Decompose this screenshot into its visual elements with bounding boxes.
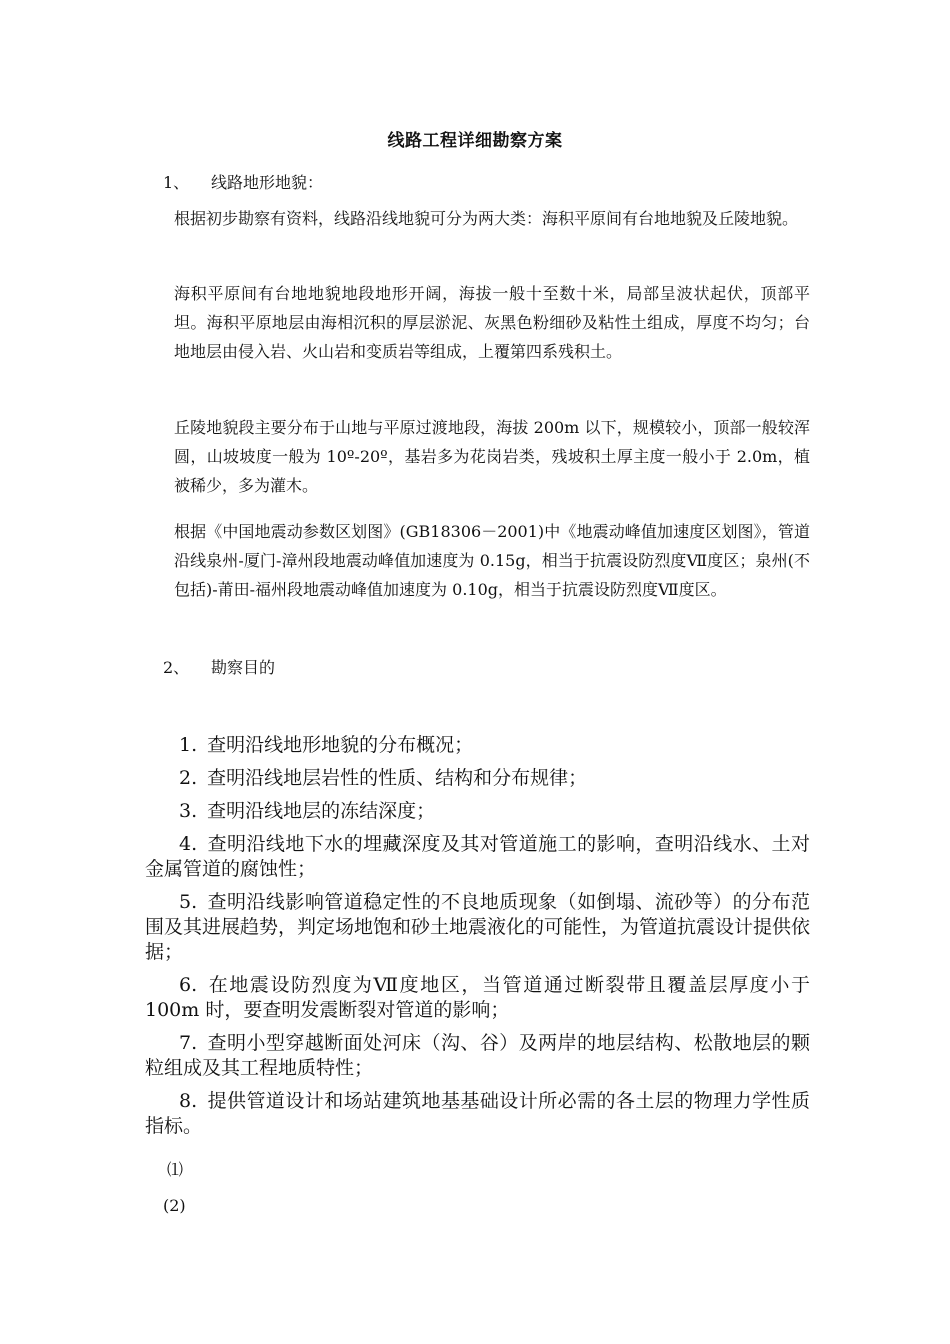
paragraph-landform-types: 根据初步勘察有资料，线路沿线地貌可分为两大类：海积平原间有台地地貌及丘陵地貌。	[174, 209, 799, 228]
list-item: 3. 查明沿线地层的冻结深度；	[179, 800, 436, 822]
document-title: 线路工程详细勘察方案	[387, 131, 563, 151]
sub-number-2: (2)	[163, 1196, 186, 1215]
list-item: 7. 查明小型穿越断面处河床（沟、谷）及两岸的地层结构、松散地层的颗粒组成及其工程地质特性；	[145, 1032, 810, 1079]
section-2-number: 2、	[163, 658, 190, 677]
section-1-heading	[163, 170, 323, 193]
survey-objectives-list	[145, 733, 810, 1147]
paragraph-marine-plain: 海积平原间有台地地貌地段地形开阔，海拔一般十至数十米，局部呈波状起伏，顶部平坦。海积平原地层由海相沉积的厚层淤泥、灰黑色粉细砂及粘性土组成，厚度不均匀；台地地层由侵入岩、火山岩和变质岩等组成，上覆第四系残积土。	[174, 284, 810, 361]
list-item: 6. 在地震设防烈度为Ⅶ度地区，当管道通过断裂带且覆盖层厚度小于 100m 时，要查明发震断裂对管道的影响；	[145, 974, 810, 1021]
paragraph-seismic-zoning: 根据《中国地震动参数区划图》(GB18306－2001)中《地震动峰值加速度区划图》，管道沿线泉州-厦门-漳州段地震动峰值加速度为 0.15g，相当于抗震设防烈度Ⅶ度区；泉州(不包括)-莆田-福州段地震动峰值加速度为 0.10g，相当于抗震设防烈度Ⅶ度区。	[174, 522, 810, 599]
list-item: 4. 查明沿线地下水的埋藏深度及其对管道施工的影响，查明沿线水、土对金属管道的腐蚀性；	[145, 833, 810, 880]
section-2-title: 勘察目的	[211, 658, 276, 677]
section-1-number: 1、	[163, 173, 190, 192]
paragraph-hilly-terrain: 丘陵地貌段主要分布于山地与平原过渡地段，海拔 200m 以下，规模较小，顶部一般较浑圆，山坡坡度一般为 10º-20º，基岩多为花岗岩类，残坡积土厚主度一般小于 2.0m，植被稀少，多为灌木。	[174, 418, 810, 495]
list-item: 8. 提供管道设计和场站建筑地基基础设计所必需的各土层的物理力学性质指标。	[145, 1090, 810, 1137]
section-2-heading	[163, 655, 275, 678]
list-item: 5. 查明沿线影响管道稳定性的不良地质现象（如倒塌、流砂等）的分布范围及其进展趋势，判定场地饱和砂土地震液化的可能性，为管道抗震设计提供依据；	[145, 891, 811, 963]
list-item: 1. 查明沿线地形地貌的分布概况；	[179, 734, 474, 756]
sub-number-1: ⑴	[167, 1160, 184, 1179]
list-item: 2. 查明沿线地层岩性的性质、结构和分布规律；	[179, 767, 588, 789]
section-1-title: 线路地形地貌：	[211, 173, 324, 192]
